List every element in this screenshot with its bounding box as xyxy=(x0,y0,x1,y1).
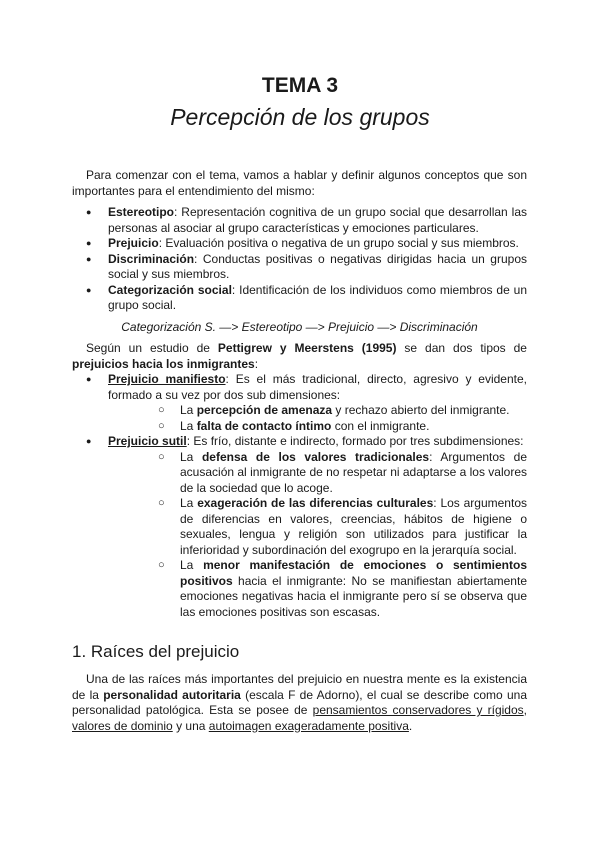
concept-definition: : Identificación de los individuos como miembros de un grupo social. xyxy=(108,282,527,312)
concept-term: Estereotipo xyxy=(108,205,175,219)
study-topic: prejuicios hacia los inmigrantes xyxy=(72,356,255,371)
prejudice-subtle-term: Prejuicio sutil xyxy=(108,434,187,448)
manifest-subdimensions xyxy=(108,403,527,434)
intro-paragraph: Para comenzar con el tema, vamos a hablar y definir algunos conceptos que son importantes para el entendimiento del mismo: xyxy=(72,168,527,198)
paragraph-text: . xyxy=(408,718,413,733)
prejudice-manifest-term: Prejuicio manifiesto xyxy=(108,372,226,386)
subdimension-text: La xyxy=(180,403,197,417)
underlined-term: valores de dominio xyxy=(72,718,173,733)
subdimension-text: con el inmigrante. xyxy=(331,418,430,433)
subdimension-text: La xyxy=(180,449,202,464)
subdimension-text: La xyxy=(180,496,198,510)
concept-item xyxy=(72,252,527,283)
document-body xyxy=(72,168,527,734)
subdimension-item xyxy=(144,403,527,419)
subdimension-term: menor manifestación de emociones o sentimientos positivos xyxy=(180,558,527,588)
paragraph-text: Una de las raíces más importantes del prejuicio en nuestra mente es la existencia de la xyxy=(72,672,527,702)
underlined-term: autoimagen exageradamente positiva xyxy=(208,718,409,733)
concept-definition: : Evaluación positiva o negativa de un grupo social y sus miembros. xyxy=(158,236,519,250)
study-text: Según un estudio de xyxy=(86,341,218,355)
subdimension-item xyxy=(144,496,527,558)
subtle-subdimensions xyxy=(108,450,527,621)
concept-term: Prejuicio xyxy=(108,236,159,250)
concept-item xyxy=(72,283,527,314)
concept-item xyxy=(72,236,527,252)
paragraph-text: (escala F de Adorno), el cual se describe como una personalidad patológica. Esta se posee de xyxy=(72,687,527,717)
concept-item xyxy=(72,205,527,236)
subdimension-text: hacia el inmigrante: No se manifiestan abiertamente emociones negativas hacia el inmigrante pero sí se observa que las emociones positivas son escasas. xyxy=(180,573,527,619)
study-text: se dan dos tipos de xyxy=(396,341,527,355)
paragraph-text: , xyxy=(523,703,527,717)
page-subtitle: Percepción de los grupos xyxy=(170,104,430,130)
subdimension-text: y rechazo abierto del inmigrante. xyxy=(332,403,510,417)
subdimension-item xyxy=(144,558,527,620)
subdimension-term: falta de contacto íntimo xyxy=(196,418,332,433)
subdimension-text: La xyxy=(180,558,204,572)
subdimension-text: La xyxy=(180,418,197,433)
paragraph-text: y una xyxy=(172,718,209,733)
subdimension-term: percepción de amenaza xyxy=(196,403,333,417)
subdimension-text: : Argumentos de acusación al inmigrante de no respetar ni adaptarse a los valores de la sociedad que lo acoge. xyxy=(180,449,528,495)
underlined-term: pensamientos conservadores y rígidos xyxy=(312,703,524,717)
prejudice-types-list xyxy=(72,372,527,620)
concept-list xyxy=(72,205,527,314)
concept-term: Discriminación xyxy=(108,251,195,266)
section-heading: 1. Raíces del prejuicio xyxy=(72,642,240,661)
concept-term: Categorización social xyxy=(108,282,232,297)
subdimension-item xyxy=(144,419,527,435)
key-term: personalidad autoritaria xyxy=(103,687,241,702)
categorization-flow: Categorización S. —> Estereotipo —> Prejuicio —> Discriminación xyxy=(121,319,478,334)
concept-definition: : Conductas positivas o negativas dirigidas hacia un grupos social y sus miembros. xyxy=(108,251,527,281)
page-title: TEMA 3 xyxy=(261,74,339,97)
subdimension-term: defensa de los valores tradicionales xyxy=(201,449,430,464)
prejudice-manifest-definition: : Es el más tradicional, directo, agresivo y evidente, formado a su vez por dos sub dimensiones: xyxy=(108,372,527,402)
concept-definition: : Representación cognitiva de un grupo social que desarrollan las personas al asociar al grupo características y emociones particulares. xyxy=(108,205,527,235)
study-authors: Pettigrew y Meerstens (1995) xyxy=(217,341,397,355)
study-paragraph xyxy=(72,341,527,372)
study-text: : xyxy=(254,356,259,371)
subdimension-term: exageración de las diferencias culturales xyxy=(197,496,434,510)
subdimension-item xyxy=(144,450,527,497)
section-paragraph xyxy=(72,672,527,734)
prejudice-subtle-item xyxy=(72,434,527,620)
prejudice-subtle-definition: : Es frío, distante e indirecto, formado por tres subdimensiones: xyxy=(186,434,524,448)
subdimension-text: : Los argumentos de diferencias en valores, creencias, hábitos de higiene o sexuales, lengua y religión son utilizados para justificar la inferioridad y subordinación del exogrupo en la jerarquía social. xyxy=(180,496,527,557)
prejudice-manifest-item xyxy=(72,372,527,434)
